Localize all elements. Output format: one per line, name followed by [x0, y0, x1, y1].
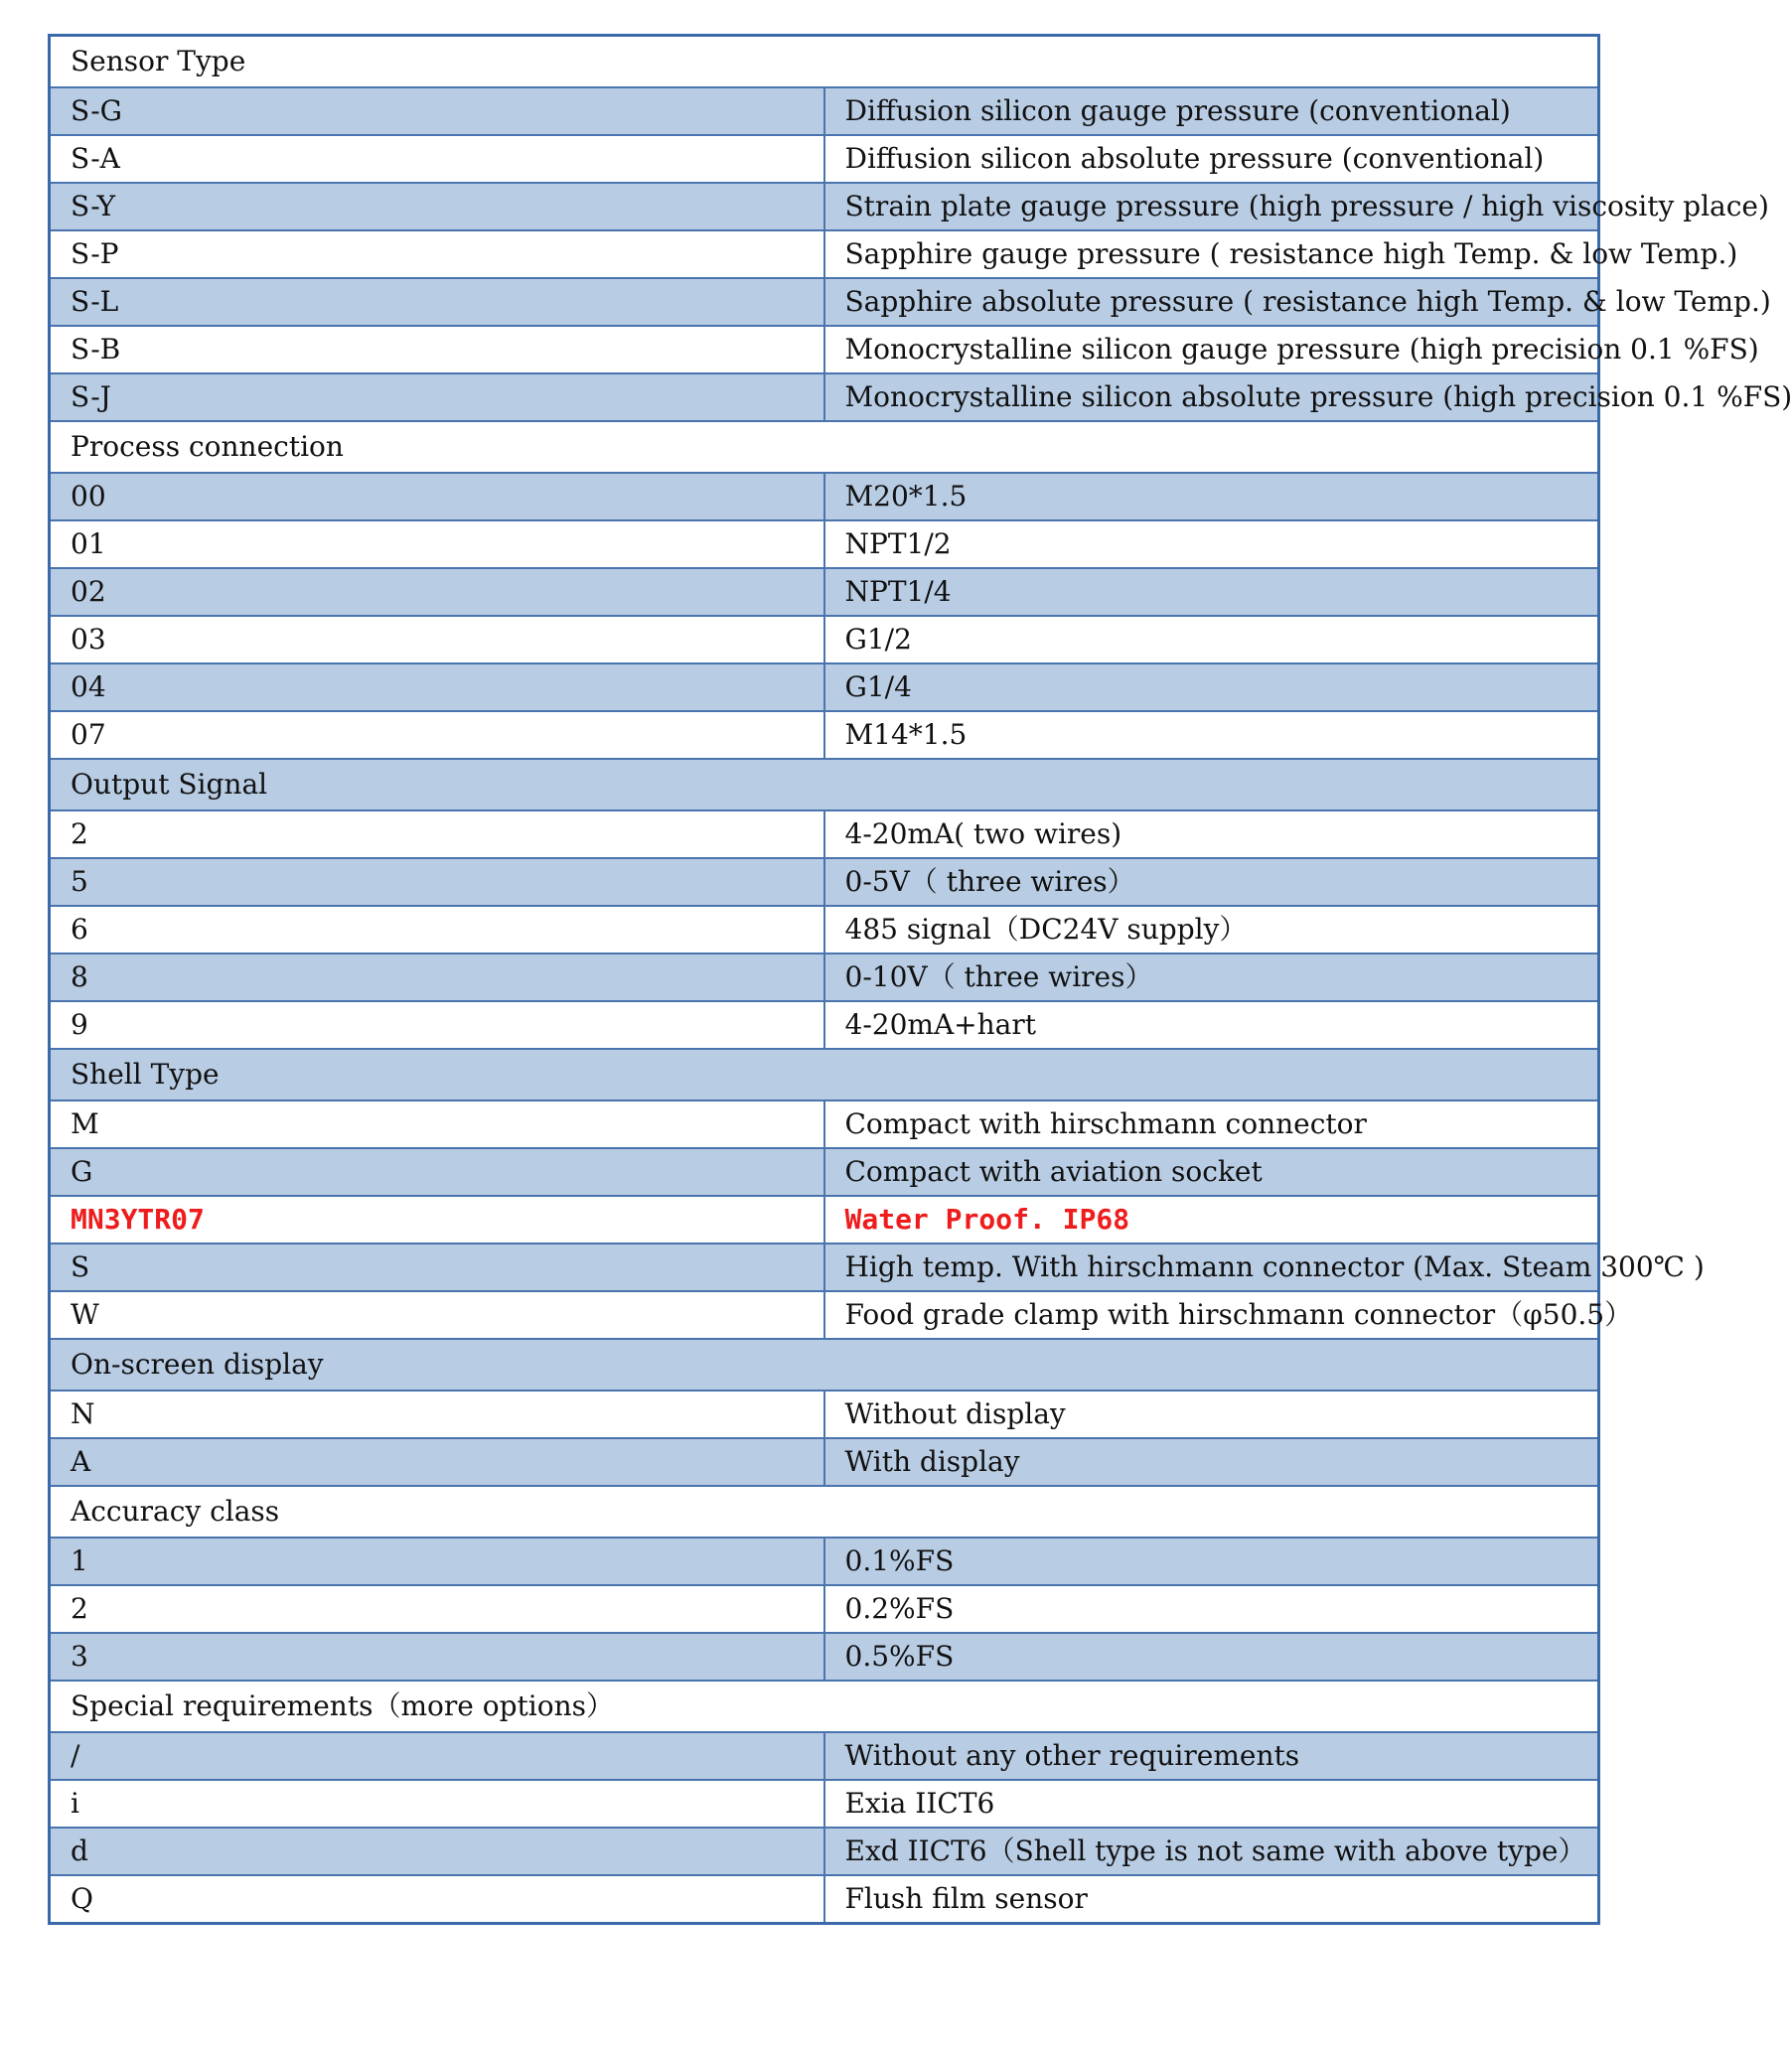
option-description: 4-20mA+hart [824, 1001, 1599, 1049]
option-description: 0.5%FS [824, 1633, 1599, 1681]
table-row [50, 1391, 1599, 1438]
option-description: Without any other requirements [824, 1732, 1599, 1780]
option-description: 0.2%FS [824, 1585, 1599, 1633]
table-row [50, 568, 1599, 616]
option-code: 5 [50, 858, 824, 906]
table-row [50, 135, 1599, 183]
option-description: NPT1/4 [824, 568, 1599, 616]
highlighted-row [50, 1196, 1599, 1244]
option-description: G1/4 [824, 663, 1599, 711]
option-code: 6 [50, 906, 824, 953]
option-code: S-L [50, 278, 824, 326]
option-code: 2 [50, 810, 824, 858]
option-code: d [50, 1828, 824, 1875]
option-description: Exia IICT6 [824, 1780, 1599, 1828]
option-code: 2 [50, 1585, 824, 1633]
option-code: G [50, 1148, 824, 1196]
option-code: 9 [50, 1001, 824, 1049]
section-title: Process connection [50, 421, 1599, 473]
option-description: Diffusion silicon gauge pressure (conventional) [824, 87, 1599, 135]
section-title: Special requirements（more options） [50, 1681, 1599, 1732]
option-code: N [50, 1391, 824, 1438]
section-title: Output Signal [50, 759, 1599, 810]
option-description: 4-20mA( two wires) [824, 810, 1599, 858]
table-row [50, 810, 1599, 858]
option-description: Compact with aviation socket [824, 1148, 1599, 1196]
table-row [50, 711, 1599, 759]
option-code: S [50, 1244, 824, 1291]
option-description: High temp. With hirschmann connector (Max. Steam 300℃ ) [824, 1244, 1599, 1291]
option-description: Strain plate gauge pressure (high pressure / high viscosity place) [824, 183, 1599, 230]
table-row [50, 520, 1599, 568]
option-description: M14*1.5 [824, 711, 1599, 759]
option-code: W [50, 1291, 824, 1339]
option-description: 485 signal（DC24V supply） [824, 906, 1599, 953]
option-description: Exd IICT6（Shell type is not same with above type） [824, 1828, 1599, 1875]
table-row [50, 616, 1599, 663]
table-row [50, 1538, 1599, 1585]
table-row [50, 1100, 1599, 1148]
option-code: 07 [50, 711, 824, 759]
option-code: S-P [50, 230, 824, 278]
option-description: Food grade clamp with hirschmann connector（φ50.5） [824, 1291, 1599, 1339]
option-code: 1 [50, 1538, 824, 1585]
option-code: / [50, 1732, 824, 1780]
spec-table [48, 34, 1792, 1925]
option-code: 00 [50, 473, 824, 520]
option-code: MN3YTR07 [50, 1196, 824, 1244]
option-description: 0.1%FS [824, 1538, 1599, 1585]
option-code: 8 [50, 953, 824, 1001]
table-row [50, 183, 1599, 230]
table-row [50, 1244, 1599, 1291]
table-row [50, 473, 1599, 520]
section-title: Shell Type [50, 1049, 1599, 1100]
option-description: Flush film sensor [824, 1875, 1599, 1924]
option-description: Sapphire absolute pressure ( resistance high Temp. & low Temp.) [824, 278, 1599, 326]
option-description: NPT1/2 [824, 520, 1599, 568]
option-description: Without display [824, 1391, 1599, 1438]
option-code: S-G [50, 87, 824, 135]
option-description: Compact with hirschmann connector [824, 1100, 1599, 1148]
option-code: 04 [50, 663, 824, 711]
section-title: Accuracy class [50, 1486, 1599, 1538]
table-row [50, 1780, 1599, 1828]
section-header-row [50, 759, 1599, 810]
table-row [50, 326, 1599, 373]
table-row [50, 1633, 1599, 1681]
table-row [50, 1585, 1599, 1633]
option-code: S-B [50, 326, 824, 373]
table-row [50, 953, 1599, 1001]
section-title: On-screen display [50, 1339, 1599, 1391]
option-code: 02 [50, 568, 824, 616]
table-row [50, 663, 1599, 711]
table-row [50, 1828, 1599, 1875]
option-code: Q [50, 1875, 824, 1924]
option-code: 01 [50, 520, 824, 568]
option-code: S-Y [50, 183, 824, 230]
section-header-row [50, 1681, 1599, 1732]
section-header-row [50, 1339, 1599, 1391]
option-description: 0-5V（ three wires） [824, 858, 1599, 906]
table-row [50, 1732, 1599, 1780]
option-description: Monocrystalline silicon absolute pressure (high precision 0.1 %FS) [824, 373, 1599, 421]
option-description: With display [824, 1438, 1599, 1486]
option-code: A [50, 1438, 824, 1486]
table-row [50, 1291, 1599, 1339]
option-description: G1/2 [824, 616, 1599, 663]
table-row [50, 1438, 1599, 1486]
table-row [50, 906, 1599, 953]
option-code: S-A [50, 135, 824, 183]
section-title: Sensor Type [50, 36, 1599, 88]
option-code: S-J [50, 373, 824, 421]
option-code: M [50, 1100, 824, 1148]
section-header-row [50, 421, 1599, 473]
option-code: 3 [50, 1633, 824, 1681]
option-description: 0-10V（ three wires） [824, 953, 1599, 1001]
option-description: Water Proof. IP68 [824, 1196, 1599, 1244]
section-header-row [50, 1049, 1599, 1100]
option-description: Diffusion silicon absolute pressure (conventional) [824, 135, 1599, 183]
option-code: i [50, 1780, 824, 1828]
section-header-row [50, 36, 1599, 88]
table-row [50, 87, 1599, 135]
table-row [50, 278, 1599, 326]
table-row [50, 230, 1599, 278]
option-description: M20*1.5 [824, 473, 1599, 520]
option-code: 03 [50, 616, 824, 663]
table-row [50, 1148, 1599, 1196]
table-row [50, 858, 1599, 906]
option-description: Sapphire gauge pressure ( resistance high Temp. & low Temp.) [824, 230, 1599, 278]
table-row [50, 1875, 1599, 1924]
table-row [50, 373, 1599, 421]
table-row [50, 1001, 1599, 1049]
option-description: Monocrystalline silicon gauge pressure (high precision 0.1 %FS) [824, 326, 1599, 373]
section-header-row [50, 1486, 1599, 1538]
